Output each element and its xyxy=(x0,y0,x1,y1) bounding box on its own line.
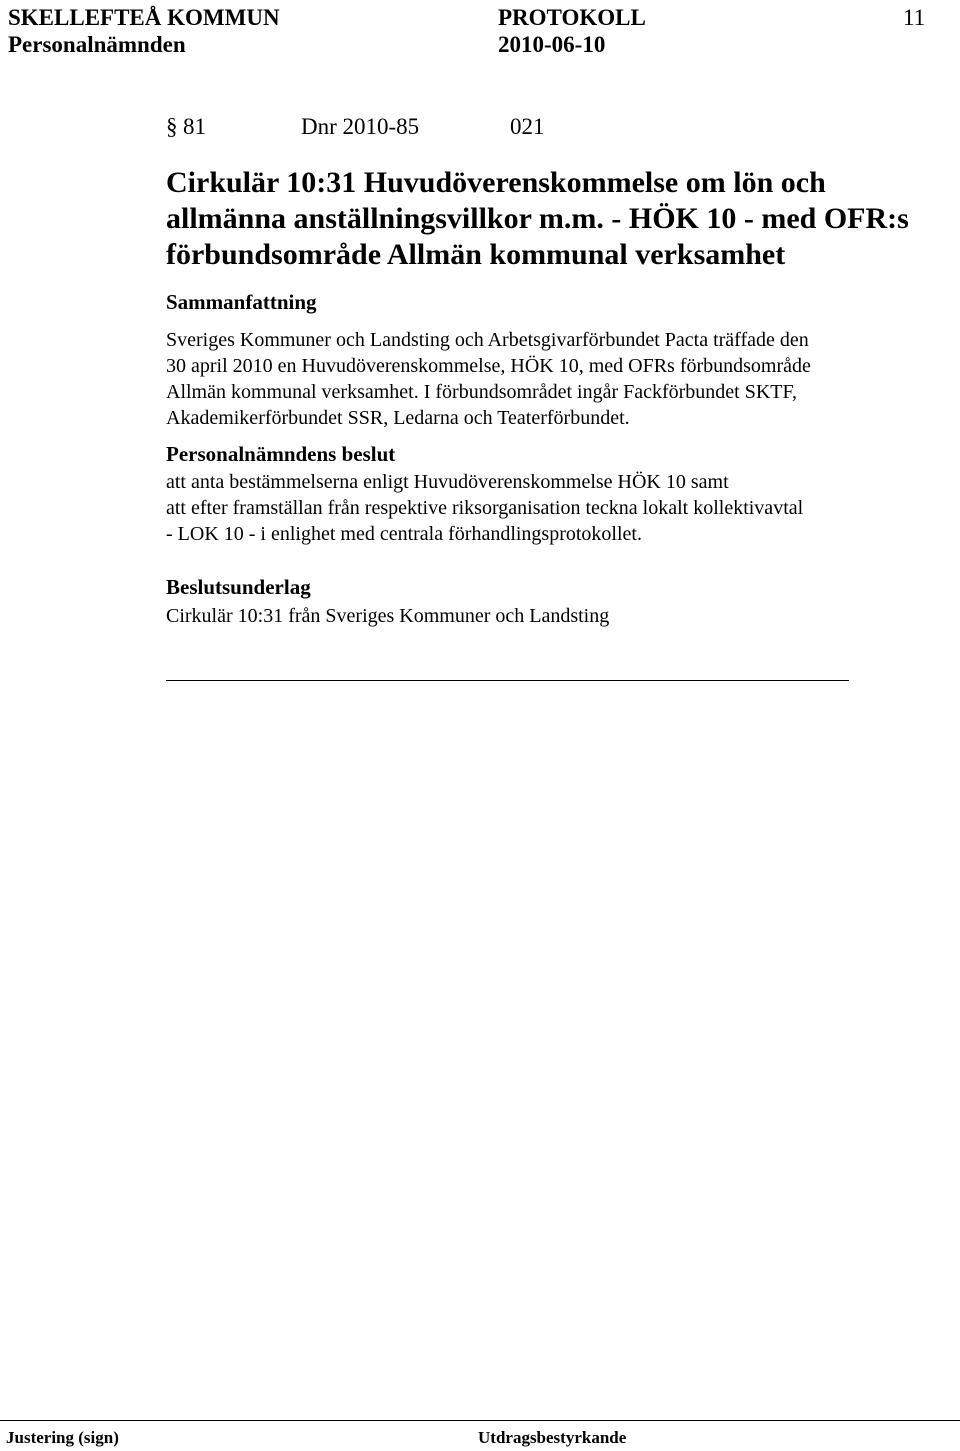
basis-heading: Beslutsunderlag xyxy=(166,575,311,599)
footer-utdragsbestyrkande: Utdragsbestyrkande xyxy=(478,1428,627,1447)
header-date: 2010-06-10 xyxy=(498,32,606,57)
header-org: SKELLEFTEÅ KOMMUN xyxy=(8,5,280,30)
summary-heading: Sammanfattning xyxy=(166,290,317,314)
footer-divider xyxy=(0,1420,960,1421)
paragraph-symbol: § xyxy=(166,114,178,139)
summary-line: Akademikerförbundet SSR, Ledarna och Teaterförbundet. xyxy=(166,407,630,429)
dnr-code: 021 xyxy=(510,114,545,139)
header-committee: Personalnämnden xyxy=(8,32,186,57)
page-number: 11 xyxy=(903,5,926,30)
decision-line: att efter framställan från respektive riksorganisation teckna lokalt kollektivavtal xyxy=(166,497,804,519)
dnr-label: Dnr 2010-85 xyxy=(301,114,420,139)
basis-text: Cirkulär 10:31 från Sveriges Kommuner och Landsting xyxy=(166,605,610,627)
paragraph-number: 81 xyxy=(183,114,206,139)
title-line: Cirkulär 10:31 Huvudöverenskommelse om lön och xyxy=(166,166,826,199)
title-line: förbundsområde Allmän kommunal verksamhet xyxy=(166,238,786,271)
decision-heading: Personalnämndens beslut xyxy=(166,442,396,466)
decision-line: att anta bestämmelserna enligt Huvudöverenskommelse HÖK 10 samt xyxy=(166,471,729,493)
title-line: allmänna anställningsvillkor m.m. - HÖK 10 - med OFR:s xyxy=(166,202,909,235)
summary-line: Allmän kommunal verksamhet. I förbundsområdet ingår Fackförbundet SKTF, xyxy=(166,381,798,403)
summary-line: 30 april 2010 en Huvudöverenskommelse, HÖK 10, med OFRs förbundsområde xyxy=(166,355,811,377)
signature-line xyxy=(166,680,849,681)
summary-line: Sveriges Kommuner och Landsting och Arbetsgivarförbundet Pacta träffade den xyxy=(166,329,809,351)
footer-justering: Justering (sign) xyxy=(6,1428,119,1447)
header-doc-type: PROTOKOLL xyxy=(498,5,646,30)
decision-line: - LOK 10 - i enlighet med centrala förhandlingsprotokollet. xyxy=(166,523,642,545)
